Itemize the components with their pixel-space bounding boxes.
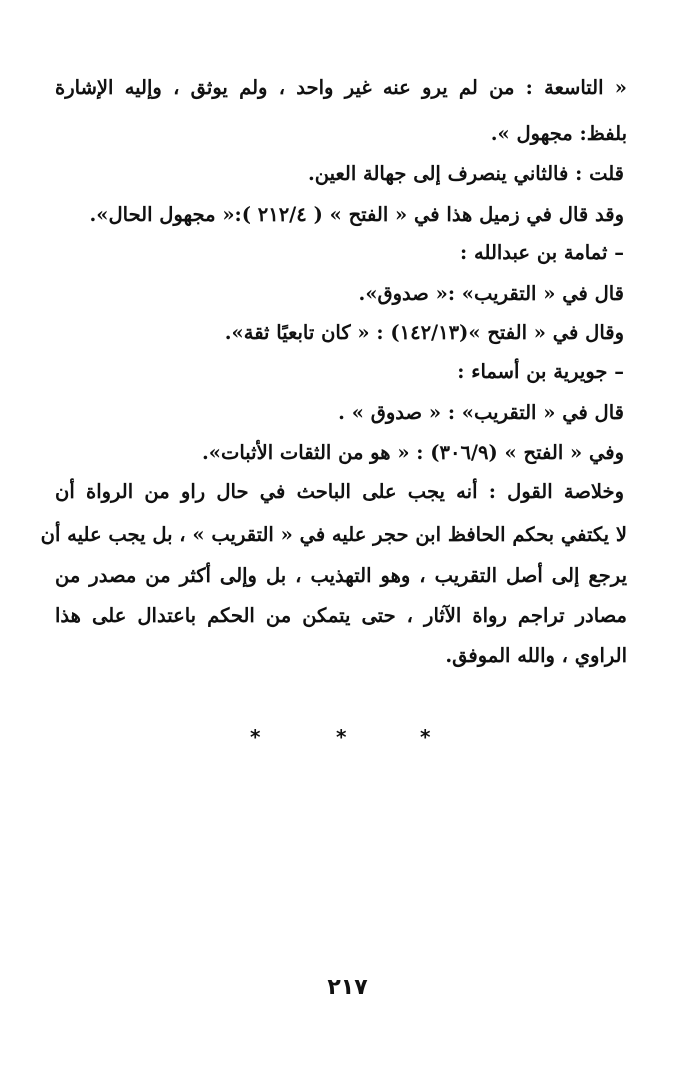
text-line-2: بلفظ: مجهول ». — [490, 122, 627, 145]
text-line-1: « التاسعة : من لم يرو عنه غير واحد ، ولم يوثق ، وإليه الإشارة — [55, 76, 627, 99]
text-line-9: قال في « التقريب» : « صدوق » . — [338, 401, 624, 424]
text-line-15: الراوي ، والله الموفق. — [445, 644, 627, 667]
text-line-10: وفي « الفتح » (٣٠٦/٩) : « هو من الثقات الأثبات». — [201, 441, 624, 464]
text-line-12: لا يكتفي بحكم الحافظ ابن حجر عليه في « التقريب » ، بل يجب عليه أن — [40, 523, 627, 546]
page-number: ٢١٧ — [327, 975, 368, 1000]
narrator-heading-juwayriya: – جويرية بن أسماء : — [457, 360, 624, 383]
text-line-13: يرجع إلى أصل التقريب ، وهو التهذيب ، بل وإلى أكثر من مصدر من — [55, 564, 627, 587]
separator-star: * — [336, 725, 347, 749]
separator-star: * — [420, 725, 431, 749]
text-line-7: وقال في « الفتح »(١٤٢/١٣) : « كان تابعيًا ثقة». — [224, 321, 624, 344]
text-line-14: مصادر تراجم رواة الآثار ، حتى يتمكن من الحكم باعتدال على هذا — [55, 604, 627, 627]
conclusion-text: أنه يجب على الباحث في حال راو من الرواة أن — [55, 480, 478, 503]
conclusion-line — [55, 482, 624, 502]
text-line-4: وقد قال في زميل هذا في « الفتح » ( ٢١٢/٤ ):« مجهول الحال». — [89, 203, 624, 226]
separator-star: * — [250, 725, 261, 749]
text-line-3: قلت : فالثاني ينصرف إلى جهالة العين. — [307, 162, 624, 185]
section-separator — [0, 725, 695, 755]
conclusion-label: وخلاصة القول : — [488, 480, 624, 503]
narrator-heading-thumama: – ثمامة بن عبدالله : — [460, 241, 624, 264]
text-line-6: قال في « التقريب» :« صدوق». — [358, 282, 624, 305]
